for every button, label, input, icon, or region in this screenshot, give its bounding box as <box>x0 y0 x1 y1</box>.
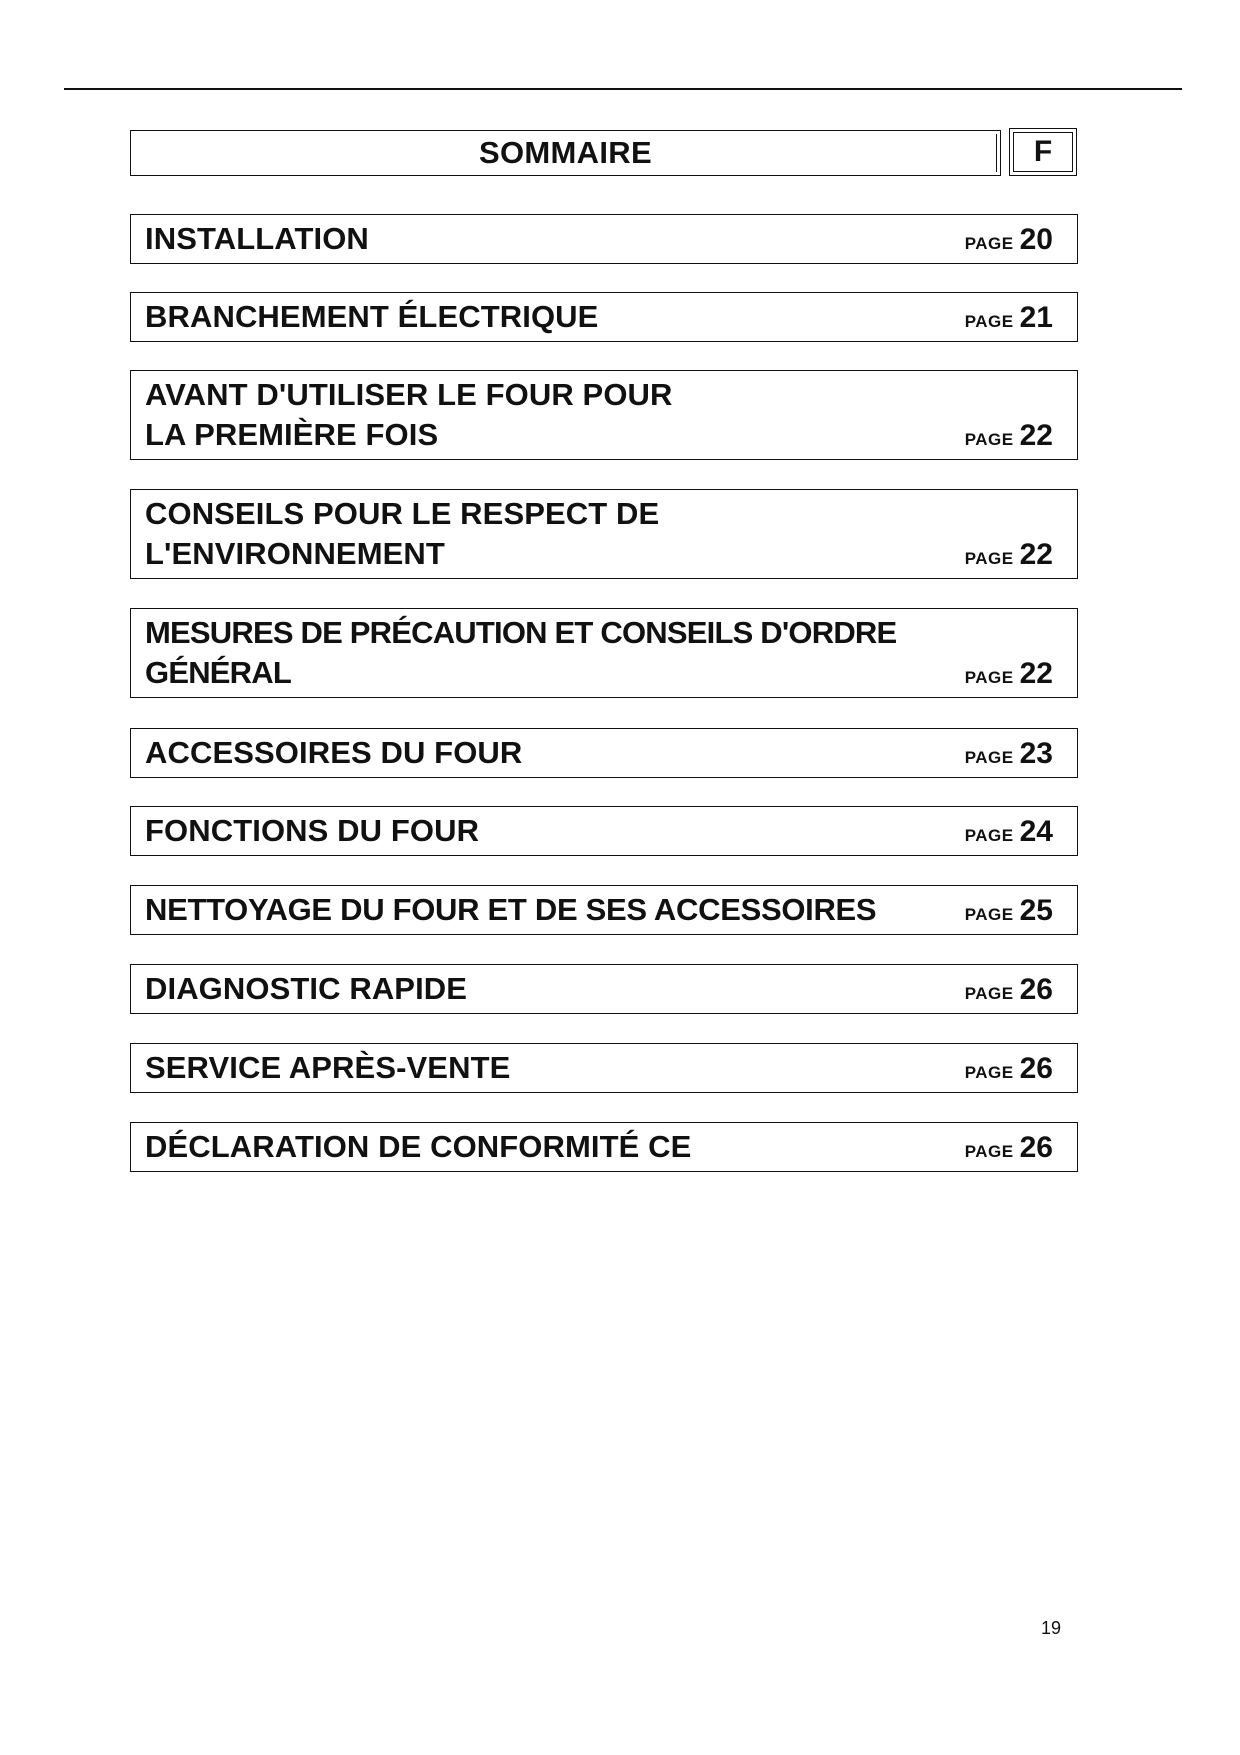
toc-entry-label: ACCESSOIRES DU FOUR <box>145 735 523 770</box>
toc-entry-diagnostic[interactable] <box>130 964 1078 1014</box>
page-word: PAGE <box>964 1063 1014 1082</box>
toc-entry-label: DÉCLARATION DE CONFORMITÉ CE <box>145 1129 692 1164</box>
page-word: PAGE <box>964 905 1014 924</box>
toc-entry-page <box>965 894 1053 928</box>
toc-entry-page <box>965 657 1053 691</box>
toc-entry-page <box>965 1131 1053 1165</box>
toc-entry-mesures-precaution[interactable] <box>130 608 1078 698</box>
page-number: 25 <box>1019 894 1053 927</box>
page-footer-number: 19 <box>1041 1618 1062 1638</box>
toc-entry-page <box>965 973 1053 1007</box>
toc-entry-label: FONCTIONS DU FOUR <box>145 813 480 848</box>
toc-entry-conseils-environnement[interactable] <box>130 489 1078 579</box>
page-word: PAGE <box>964 549 1014 568</box>
toc-entry-page <box>965 419 1053 453</box>
toc-entry-page <box>965 301 1053 335</box>
page-number: 22 <box>1019 538 1053 571</box>
toc-entry-fonctions[interactable] <box>130 806 1078 856</box>
page-number: 26 <box>1019 973 1053 1006</box>
toc-entry-avant-utiliser[interactable] <box>130 370 1078 460</box>
toc-entry-accessoires[interactable] <box>130 728 1078 778</box>
page-number: 23 <box>1019 737 1053 770</box>
toc-entry-label: AVANT D'UTILISER LE FOUR POUR LA PREMIÈRE FOIS <box>145 377 673 452</box>
page-word: PAGE <box>964 234 1014 253</box>
page-number: 24 <box>1019 815 1053 848</box>
page-title-text: SOMMAIRE <box>479 135 652 170</box>
page-number: 22 <box>1019 419 1053 452</box>
toc-entry-label: SERVICE APRÈS-VENTE <box>145 1050 511 1085</box>
top-rule <box>64 88 1182 90</box>
toc-entry-label: CONSEILS POUR LE RESPECT DE L'ENVIRONNEMENT <box>145 496 660 571</box>
toc-entry-label: INSTALLATION <box>145 221 369 256</box>
toc-entry-page <box>965 1052 1053 1086</box>
page-number: 20 <box>1019 223 1053 256</box>
page-word: PAGE <box>964 430 1014 449</box>
toc-entry-label: DIAGNOSTIC RAPIDE <box>145 971 468 1006</box>
page-number: 26 <box>1019 1052 1053 1085</box>
page-word: PAGE <box>964 748 1014 767</box>
toc-entry-declaration-conformite[interactable] <box>130 1122 1078 1172</box>
page-title <box>130 130 1001 176</box>
language-code: F <box>1033 135 1053 168</box>
page-word: PAGE <box>964 312 1014 331</box>
page-word: PAGE <box>964 826 1014 845</box>
toc-entry-page <box>965 223 1053 257</box>
toc-entry-label: BRANCHEMENT ÉLECTRIQUE <box>145 299 599 334</box>
toc-entry-nettoyage[interactable] <box>130 885 1078 935</box>
toc-entry-label: NETTOYAGE DU FOUR ET DE SES ACCESSOIRES <box>145 892 877 927</box>
toc-entry-service-apres-vente[interactable] <box>130 1043 1078 1093</box>
toc-entry-branchement[interactable] <box>130 292 1078 342</box>
toc-entry-label: MESURES DE PRÉCAUTION ET CONSEILS D'ORDRE GÉNÉRAL <box>145 615 897 690</box>
page-number: 22 <box>1019 657 1053 690</box>
toc-entry-installation[interactable] <box>130 214 1078 264</box>
toc-entry-page <box>965 538 1053 572</box>
toc-entry-page <box>965 737 1053 771</box>
page-word: PAGE <box>964 668 1014 687</box>
page-number: 21 <box>1019 301 1053 334</box>
toc-entry-page <box>965 815 1053 849</box>
page-number: 26 <box>1019 1131 1053 1164</box>
page-word: PAGE <box>964 984 1014 1003</box>
page-word: PAGE <box>964 1142 1014 1161</box>
language-badge <box>1009 128 1077 176</box>
